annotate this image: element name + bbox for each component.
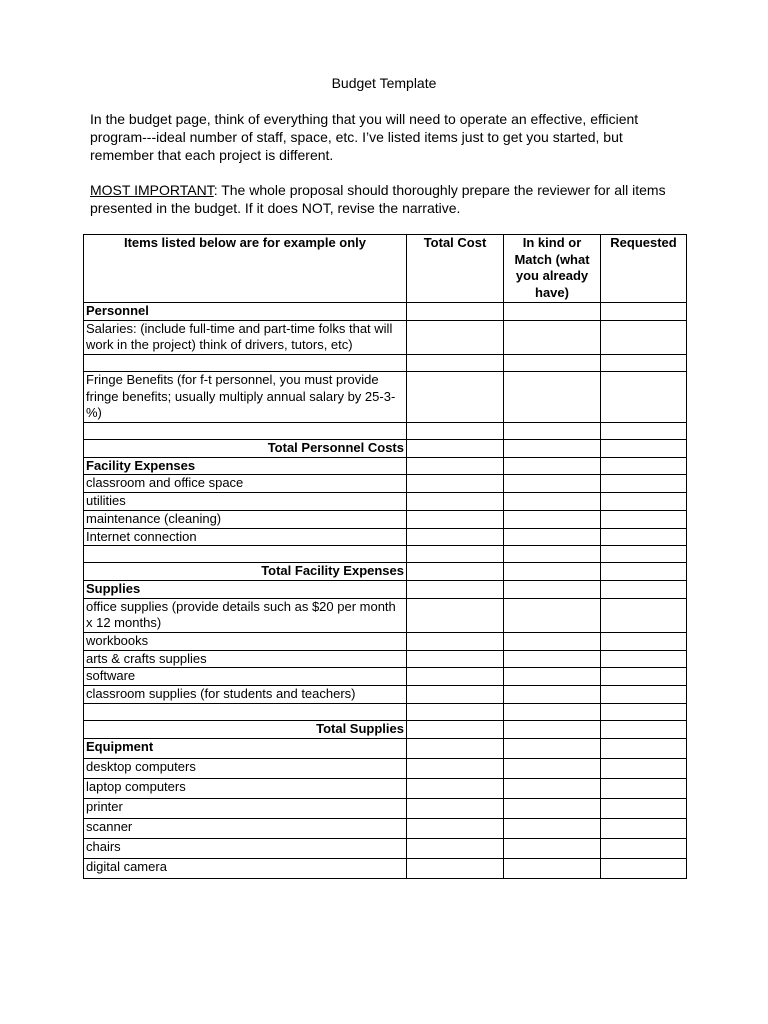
requested-cell[interactable] — [601, 778, 687, 798]
total-cost-cell[interactable] — [407, 493, 504, 511]
header-in-kind: In kind or Match (what you already have) — [504, 235, 601, 303]
row-label: laptop computers — [84, 778, 407, 798]
row-label: Total Personnel Costs — [84, 440, 407, 458]
row-label — [84, 703, 407, 720]
requested-cell[interactable] — [601, 440, 687, 458]
in-kind-cell[interactable] — [504, 686, 601, 704]
requested-cell[interactable] — [601, 528, 687, 546]
row-label: Equipment — [84, 738, 407, 758]
row-label: Internet connection — [84, 528, 407, 546]
table-row — [84, 738, 687, 758]
total-cost-cell[interactable] — [407, 563, 504, 581]
total-cost-cell[interactable] — [407, 302, 504, 320]
requested-cell[interactable] — [601, 686, 687, 704]
table-row — [84, 858, 687, 878]
header-items: Items listed below are for example only — [84, 235, 407, 303]
table-row — [84, 528, 687, 546]
row-label: office supplies (provide details such as $20 per month x 12 months) — [84, 598, 407, 632]
requested-cell[interactable] — [601, 475, 687, 493]
requested-cell[interactable] — [601, 720, 687, 738]
row-label: maintenance (cleaning) — [84, 510, 407, 528]
total-cost-cell[interactable] — [407, 798, 504, 818]
row-label: classroom and office space — [84, 475, 407, 493]
total-cost-cell[interactable] — [407, 320, 504, 354]
table-row — [84, 475, 687, 493]
in-kind-cell[interactable] — [504, 457, 601, 475]
table-row — [84, 798, 687, 818]
in-kind-cell[interactable] — [504, 546, 601, 563]
in-kind-cell[interactable] — [504, 668, 601, 686]
in-kind-cell[interactable] — [504, 738, 601, 758]
row-label: digital camera — [84, 858, 407, 878]
total-cost-cell[interactable] — [407, 650, 504, 668]
requested-cell[interactable] — [601, 423, 687, 440]
total-cost-cell[interactable] — [407, 838, 504, 858]
total-cost-cell[interactable] — [407, 720, 504, 738]
in-kind-cell[interactable] — [504, 528, 601, 546]
table-row — [84, 668, 687, 686]
row-label: printer — [84, 798, 407, 818]
total-cost-cell[interactable] — [407, 598, 504, 632]
total-cost-cell[interactable] — [407, 758, 504, 778]
important-text: : The whole proposal should thoroughly prepare the reviewer for all items presented in the budget. If it does NOT, revise the narrative. — [90, 182, 666, 216]
row-label: software — [84, 668, 407, 686]
total-cost-cell[interactable] — [407, 423, 504, 440]
table-row — [84, 440, 687, 458]
in-kind-cell[interactable] — [504, 798, 601, 818]
total-cost-cell[interactable] — [407, 457, 504, 475]
requested-cell[interactable] — [601, 371, 687, 422]
in-kind-cell[interactable] — [504, 703, 601, 720]
in-kind-cell[interactable] — [504, 858, 601, 878]
total-cost-cell[interactable] — [407, 475, 504, 493]
in-kind-cell[interactable] — [504, 475, 601, 493]
table-row — [84, 633, 687, 651]
total-cost-cell[interactable] — [407, 858, 504, 878]
table-row — [84, 510, 687, 528]
in-kind-cell[interactable] — [504, 563, 601, 581]
table-row — [84, 302, 687, 320]
requested-cell[interactable] — [601, 546, 687, 563]
total-cost-cell[interactable] — [407, 703, 504, 720]
in-kind-cell[interactable] — [504, 818, 601, 838]
in-kind-cell[interactable] — [504, 371, 601, 422]
requested-cell[interactable] — [601, 650, 687, 668]
row-label — [84, 354, 407, 371]
table-row — [84, 650, 687, 668]
in-kind-cell[interactable] — [504, 440, 601, 458]
requested-cell[interactable] — [601, 302, 687, 320]
table-row — [84, 457, 687, 475]
in-kind-cell[interactable] — [504, 320, 601, 354]
requested-cell[interactable] — [601, 510, 687, 528]
table-row — [84, 686, 687, 704]
row-label: Fringe Benefits (for f-t personnel, you must provide fringe benefits; usually multiply annual salary by 25-3-%) — [84, 371, 407, 422]
in-kind-cell[interactable] — [504, 510, 601, 528]
in-kind-cell[interactable] — [504, 633, 601, 651]
requested-cell[interactable] — [601, 580, 687, 598]
in-kind-cell[interactable] — [504, 423, 601, 440]
table-row — [84, 546, 687, 563]
requested-cell[interactable] — [601, 838, 687, 858]
in-kind-cell[interactable] — [504, 838, 601, 858]
in-kind-cell[interactable] — [504, 493, 601, 511]
intro-paragraph: In the budget page, think of everything that you will need to operate an effective, efficient program---ideal number of staff, space, etc. I’ve listed items just to get you started, but remember that each project is different. — [90, 111, 639, 163]
total-cost-cell[interactable] — [407, 528, 504, 546]
row-label: Total Facility Expenses — [84, 563, 407, 581]
table-row — [84, 818, 687, 838]
requested-cell[interactable] — [601, 858, 687, 878]
total-cost-cell[interactable] — [407, 371, 504, 422]
table-row — [84, 320, 687, 354]
row-label: arts & crafts supplies — [84, 650, 407, 668]
requested-cell[interactable] — [601, 457, 687, 475]
important-paragraph — [90, 181, 690, 217]
in-kind-cell[interactable] — [504, 580, 601, 598]
requested-cell[interactable] — [601, 798, 687, 818]
requested-cell[interactable] — [601, 354, 687, 371]
in-kind-cell[interactable] — [504, 778, 601, 798]
row-label: desktop computers — [84, 758, 407, 778]
requested-cell[interactable] — [601, 668, 687, 686]
row-label: Facility Expenses — [84, 457, 407, 475]
in-kind-cell[interactable] — [504, 720, 601, 738]
total-cost-cell[interactable] — [407, 778, 504, 798]
row-label: Personnel — [84, 302, 407, 320]
row-label: chairs — [84, 838, 407, 858]
table-row — [84, 580, 687, 598]
table-row — [84, 371, 687, 422]
row-label: workbooks — [84, 633, 407, 651]
requested-cell[interactable] — [601, 598, 687, 632]
header-total-cost: Total Cost — [407, 235, 504, 303]
table-row — [84, 778, 687, 798]
requested-cell[interactable] — [601, 818, 687, 838]
total-cost-cell[interactable] — [407, 738, 504, 758]
requested-cell[interactable] — [601, 563, 687, 581]
table-row — [84, 720, 687, 738]
in-kind-cell[interactable] — [504, 354, 601, 371]
total-cost-cell[interactable] — [407, 546, 504, 563]
important-label: MOST IMPORTANT — [90, 182, 214, 198]
total-cost-cell[interactable] — [407, 668, 504, 686]
document-title: Budget Template — [331, 75, 437, 91]
table-row — [84, 703, 687, 720]
budget-table — [83, 234, 687, 879]
row-label — [84, 423, 407, 440]
header-requested: Requested — [601, 235, 687, 303]
row-label: classroom supplies (for students and teachers) — [84, 686, 407, 704]
total-cost-cell[interactable] — [407, 510, 504, 528]
table-row — [84, 563, 687, 581]
row-label: utilities — [84, 493, 407, 511]
requested-cell[interactable] — [601, 738, 687, 758]
in-kind-cell[interactable] — [504, 650, 601, 668]
total-cost-cell[interactable] — [407, 818, 504, 838]
total-cost-cell[interactable] — [407, 580, 504, 598]
table-row — [84, 423, 687, 440]
row-label: Supplies — [84, 580, 407, 598]
total-cost-cell[interactable] — [407, 354, 504, 371]
table-header-row — [84, 235, 687, 303]
requested-cell[interactable] — [601, 320, 687, 354]
in-kind-cell[interactable] — [504, 598, 601, 632]
in-kind-cell[interactable] — [504, 758, 601, 778]
table-row — [84, 598, 687, 632]
table-row — [84, 838, 687, 858]
row-label: Salaries: (include full-time and part-time folks that will work in the project) think of drivers, tutors, etc) — [84, 320, 407, 354]
total-cost-cell[interactable] — [407, 633, 504, 651]
budget-table-body — [84, 302, 687, 878]
requested-cell[interactable] — [601, 633, 687, 651]
requested-cell[interactable] — [601, 493, 687, 511]
requested-cell[interactable] — [601, 703, 687, 720]
row-label: scanner — [84, 818, 407, 838]
table-row — [84, 758, 687, 778]
requested-cell[interactable] — [601, 758, 687, 778]
row-label: Total Supplies — [84, 720, 407, 738]
row-label — [84, 546, 407, 563]
total-cost-cell[interactable] — [407, 686, 504, 704]
table-row — [84, 493, 687, 511]
total-cost-cell[interactable] — [407, 440, 504, 458]
table-row — [84, 354, 687, 371]
in-kind-cell[interactable] — [504, 302, 601, 320]
